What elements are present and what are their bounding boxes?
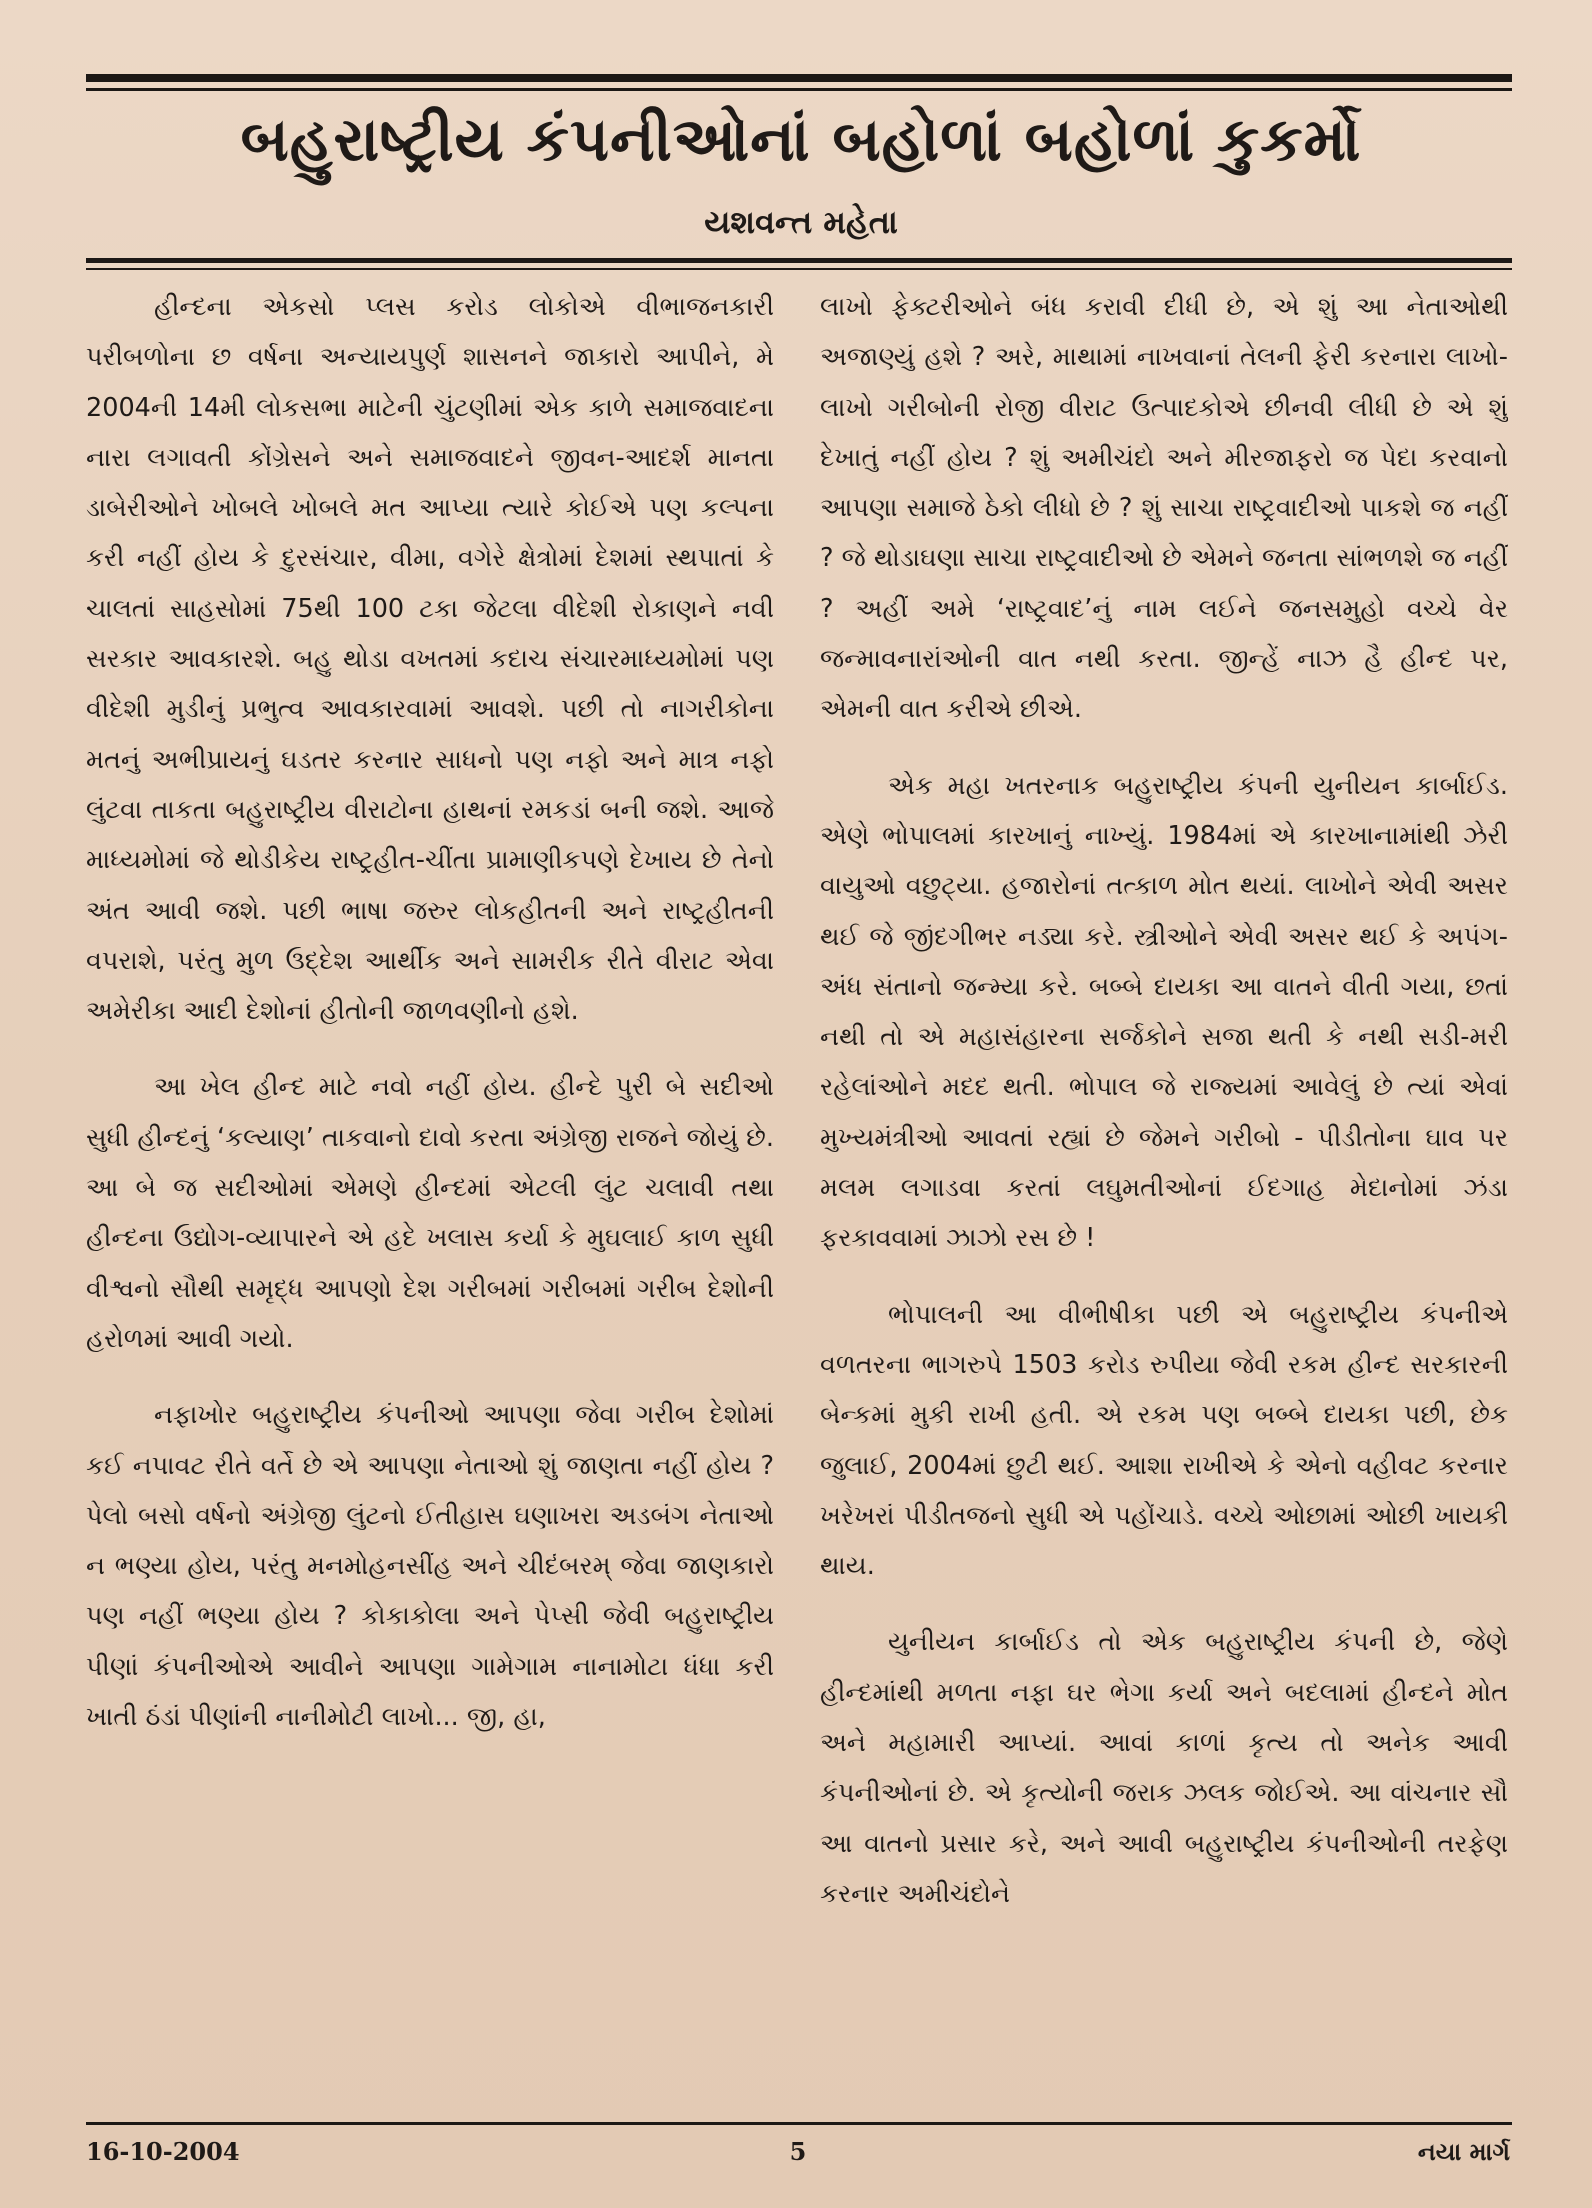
- paragraph: ભોપાલની આ વીભીષીકા પછી એ બહુરાષ્ટ્રીય કંપનીએ વળતરના ભાગરુપે 1503 કરોડ રુપીયા જેવી રકમ હીન્દ સરકારની બેન્કમાં મુકી રાખી હતી. એ રકમ પણ બબ્બે દાયકા પછી, છેક જુલાઈ, 2004માં છુટી થઈ. આશા રાખીએ કે એનો વહીવટ કરનાર ખરેખરાં પીડીતજનો સુધી એ પહોંચાડે. વચ્ચે ઓછામાં ઓછી ખાયકી થાય.: [820, 1299, 1508, 1582]
- header-rule-thick: [86, 258, 1512, 263]
- footer-rule: [86, 2122, 1512, 2125]
- page-number: 5: [789, 2137, 807, 2166]
- paragraph: આ ખેલ હીન્દ માટે નવો નહીં હોય. હીન્દે પુરી બે સદીઓ સુધી હીન્દનું ‘કલ્યાણ’ તાકવાનો દાવો કરતા અંગ્રેજી રાજને જોયું છે. આ બે જ સદીઓમાં એમણે હીન્દમાં એટલી લુંટ ચલાવી તથા હીન્દના ઉદ્યોગ-વ્યાપારને એ હદે ખલાસ કર્યા કે મુઘલાઈ કાળ સુધી વીશ્વનો સૌથી સમૃદ્ધ આપણો દેશ ગરીબમાં ગરીબમાં ગરીબ દેશોની હરોળમાં આવી ગયો.: [86, 1072, 774, 1354]
- header-rule-thin: [86, 268, 1512, 270]
- paragraph: યુનીયન કાર્બાઈડ તો એક બહુરાષ્ટ્રીય કંપની છે, જેણે હીન્દમાંથી મળતા નફા ઘર ભેગા કર્યા અને બદલામાં હીન્દને મોત અને મહામારી આપ્યાં. આવાં કાળાં કૃત્ય તો અનેક આવી કંપનીઓનાં છે. એ કૃત્યોની જરાક ઝલક જોઈએ. આ વાંચનાર સૌ આ વાતનો પ્રસાર કરે, અને આવી બહુરાષ્ટ્રીય કંપનીઓની તરફેણ કરનાર અમીચંદોને: [820, 1627, 1508, 1909]
- footer-date: 16-10-2004: [86, 2137, 240, 2166]
- paragraph: નફાખોર બહુરાષ્ટ્રીય કંપનીઓ આપણા જેવા ગરીબ દેશોમાં કઈ નપાવટ રીતે વર્તે છે એ આપણા નેતાઓ શું જાણતા નહીં હોય ? પેલો બસો વર્ષનો અંગ્રેજી લુંટનો ઈતીહાસ ઘણાખરા અડબંગ નેતાઓ ન ભણ્યા હોય, પરંતુ મનમોહનસીંહ અને ચીદંબરમ્ જેવા જાણકારો પણ નહીં ભણ્યા હોય ? કોકાકોલા અને પેપ્સી જેવી બહુરાષ્ટ્રીય પીણાં કંપનીઓએ આવીને આપણા ગામેગામ નાનામોટા ધંધા કરી ખાતી ઠંડાં પીણાંની નાનીમોટી લાખો... જી, હા,: [86, 1400, 774, 1733]
- article-title: બહુરાષ્ટ્રીય કંપનીઓનાં બહોળાં બહોળાં કુકર્મો: [240, 105, 1362, 175]
- paragraph: હીન્દના એકસો પ્લસ કરોડ લોકોએ વીભાજનકારી પરીબળોના છ વર્ષના અન્યાયપુર્ણ શાસનને જાકારો આપીને, મે 2004ની 14મી લોકસભા માટેની ચુંટણીમાં એક કાળે સમાજવાદના નારા લગાવતી કોંગ્રેસને અને સમાજવાદને જીવન-આદર્શ માનતા ડાબેરીઓને ખોબલે ખોબલે મત આપ્યા ત્યારે કોઈએ પણ કલ્પના કરી નહીં હોય કે દુરસંચાર, વીમા, વગેરે ક્ષેત્રોમાં દેશમાં સ્થપાતાં કે ચાલતાં સાહસોમાં 75થી 100 ટકા જેટલા વીદેશી રોકાણને નવી સરકાર આવકારશે. બહુ થોડા વખતમાં કદાચ સંચારમાધ્યમોમાં પણ વીદેશી મુડીનું પ્રભુત્વ આવકારવામાં આવશે. પછી તો નાગરીકોના મતનું અભીપ્રાયનું ઘડતર કરનાર સાધનો પણ નફો અને માત્ર નફો લુંટવા તાકતા બહુરાષ્ટ્રીય વીરાટોના હાથનાં રમકડાં બની જશે. આજે માધ્યમોમાં જે થોડીકેય રાષ્ટ્રહીત-ચીંતા પ્રામાણીકપણે દેખાય છે તેનો અંત આવી જશે. પછી ભાષા જરુર લોકહીતની અને રાષ્ટ્રહીતની વપરાશે, પરંતુ મુળ ઉદ્દેશ આર્થીક અને સામરીક રીતે વીરાટ એવા અમેરીકા આદી દેશોનાં હીતોની જાળવણીનો હશે.: [86, 292, 774, 1027]
- right-column: [820, 282, 1508, 2092]
- magazine-name: નયા માર્ગ: [1417, 2138, 1510, 2166]
- top-rule-thin: [86, 88, 1512, 91]
- author-name: યશવન્ત મહેતા: [704, 203, 898, 241]
- paragraph: એક મહા ખતરનાક બહુરાષ્ટ્રીય કંપની યુનીયન કાર્બાઈડ. એણે ભોપાલમાં કારખાનું નાખ્યું. 1984માં એ કારખાનામાંથી ઝેરી વાયુઓ વછુટ્યા. હજારોનાં તત્કાળ મોત થયાં. લાખોને એવી અસર થઈ જે જીંદગીભર નડ્યા કરે. સ્ત્રીઓને એવી અસર થઈ કે અપંગ-અંધ સંતાનો જન્મ્યા કરે. બબ્બે દાયકા આ વાતને વીતી ગયા, છતાં નથી તો એ મહાસંહારના સર્જકોને સજા થતી કે નથી સડી-મરી રહેલાંઓને મદદ થતી. ભોપાલ જે રાજ્યમાં આવેલું છે ત્યાં એવાં મુખ્યમંત્રીઓ આવતાં રહ્યાં છે જેમને ગરીબો - પીડીતોના ઘાવ પર મલમ લગાડવા કરતાં લઘુમતીઓનાં ઈદગાહ મેદાનોમાં ઝંડા ફરકાવવામાં ઝાઝો રસ છે !: [820, 770, 1508, 1254]
- top-rule-thick: [86, 74, 1512, 82]
- paragraph: લાખો ફેક્ટરીઓને બંધ કરાવી દીધી છે, એ શું આ નેતાઓથી અજાણ્યું હશે ? અરે, માથામાં નાખવાનાં તેલની ફેરી કરનારા લાખો-લાખો ગરીબોની રોજી વીરાટ ઉત્પાદકોએ છીનવી લીધી છે એ શું દેખાતું નહીં હોય ? શું અમીચંદો અને મીરજાફરો જ પેદા કરવાનો આપણા સમાજે ઠેકો લીધો છે ? શું સાચા રાષ્ટ્રવાદીઓ પાકશે જ નહીં ? જે થોડાઘણા સાચા રાષ્ટ્રવાદીઓ છે એમને જનતા સાંભળશે જ નહીં ? અહીં અમે ‘રાષ્ટ્રવાદ’નું નામ લઈને જનસમુહો વચ્ચે વેર જન્માવનારાંઓની વાત નથી કરતા. જીન્હેં નાઝ હૈ હીન્દ પર, એમની વાત કરીએ છીએ.: [820, 292, 1508, 725]
- page-footer: [86, 2132, 1510, 2172]
- left-column: [86, 282, 774, 2092]
